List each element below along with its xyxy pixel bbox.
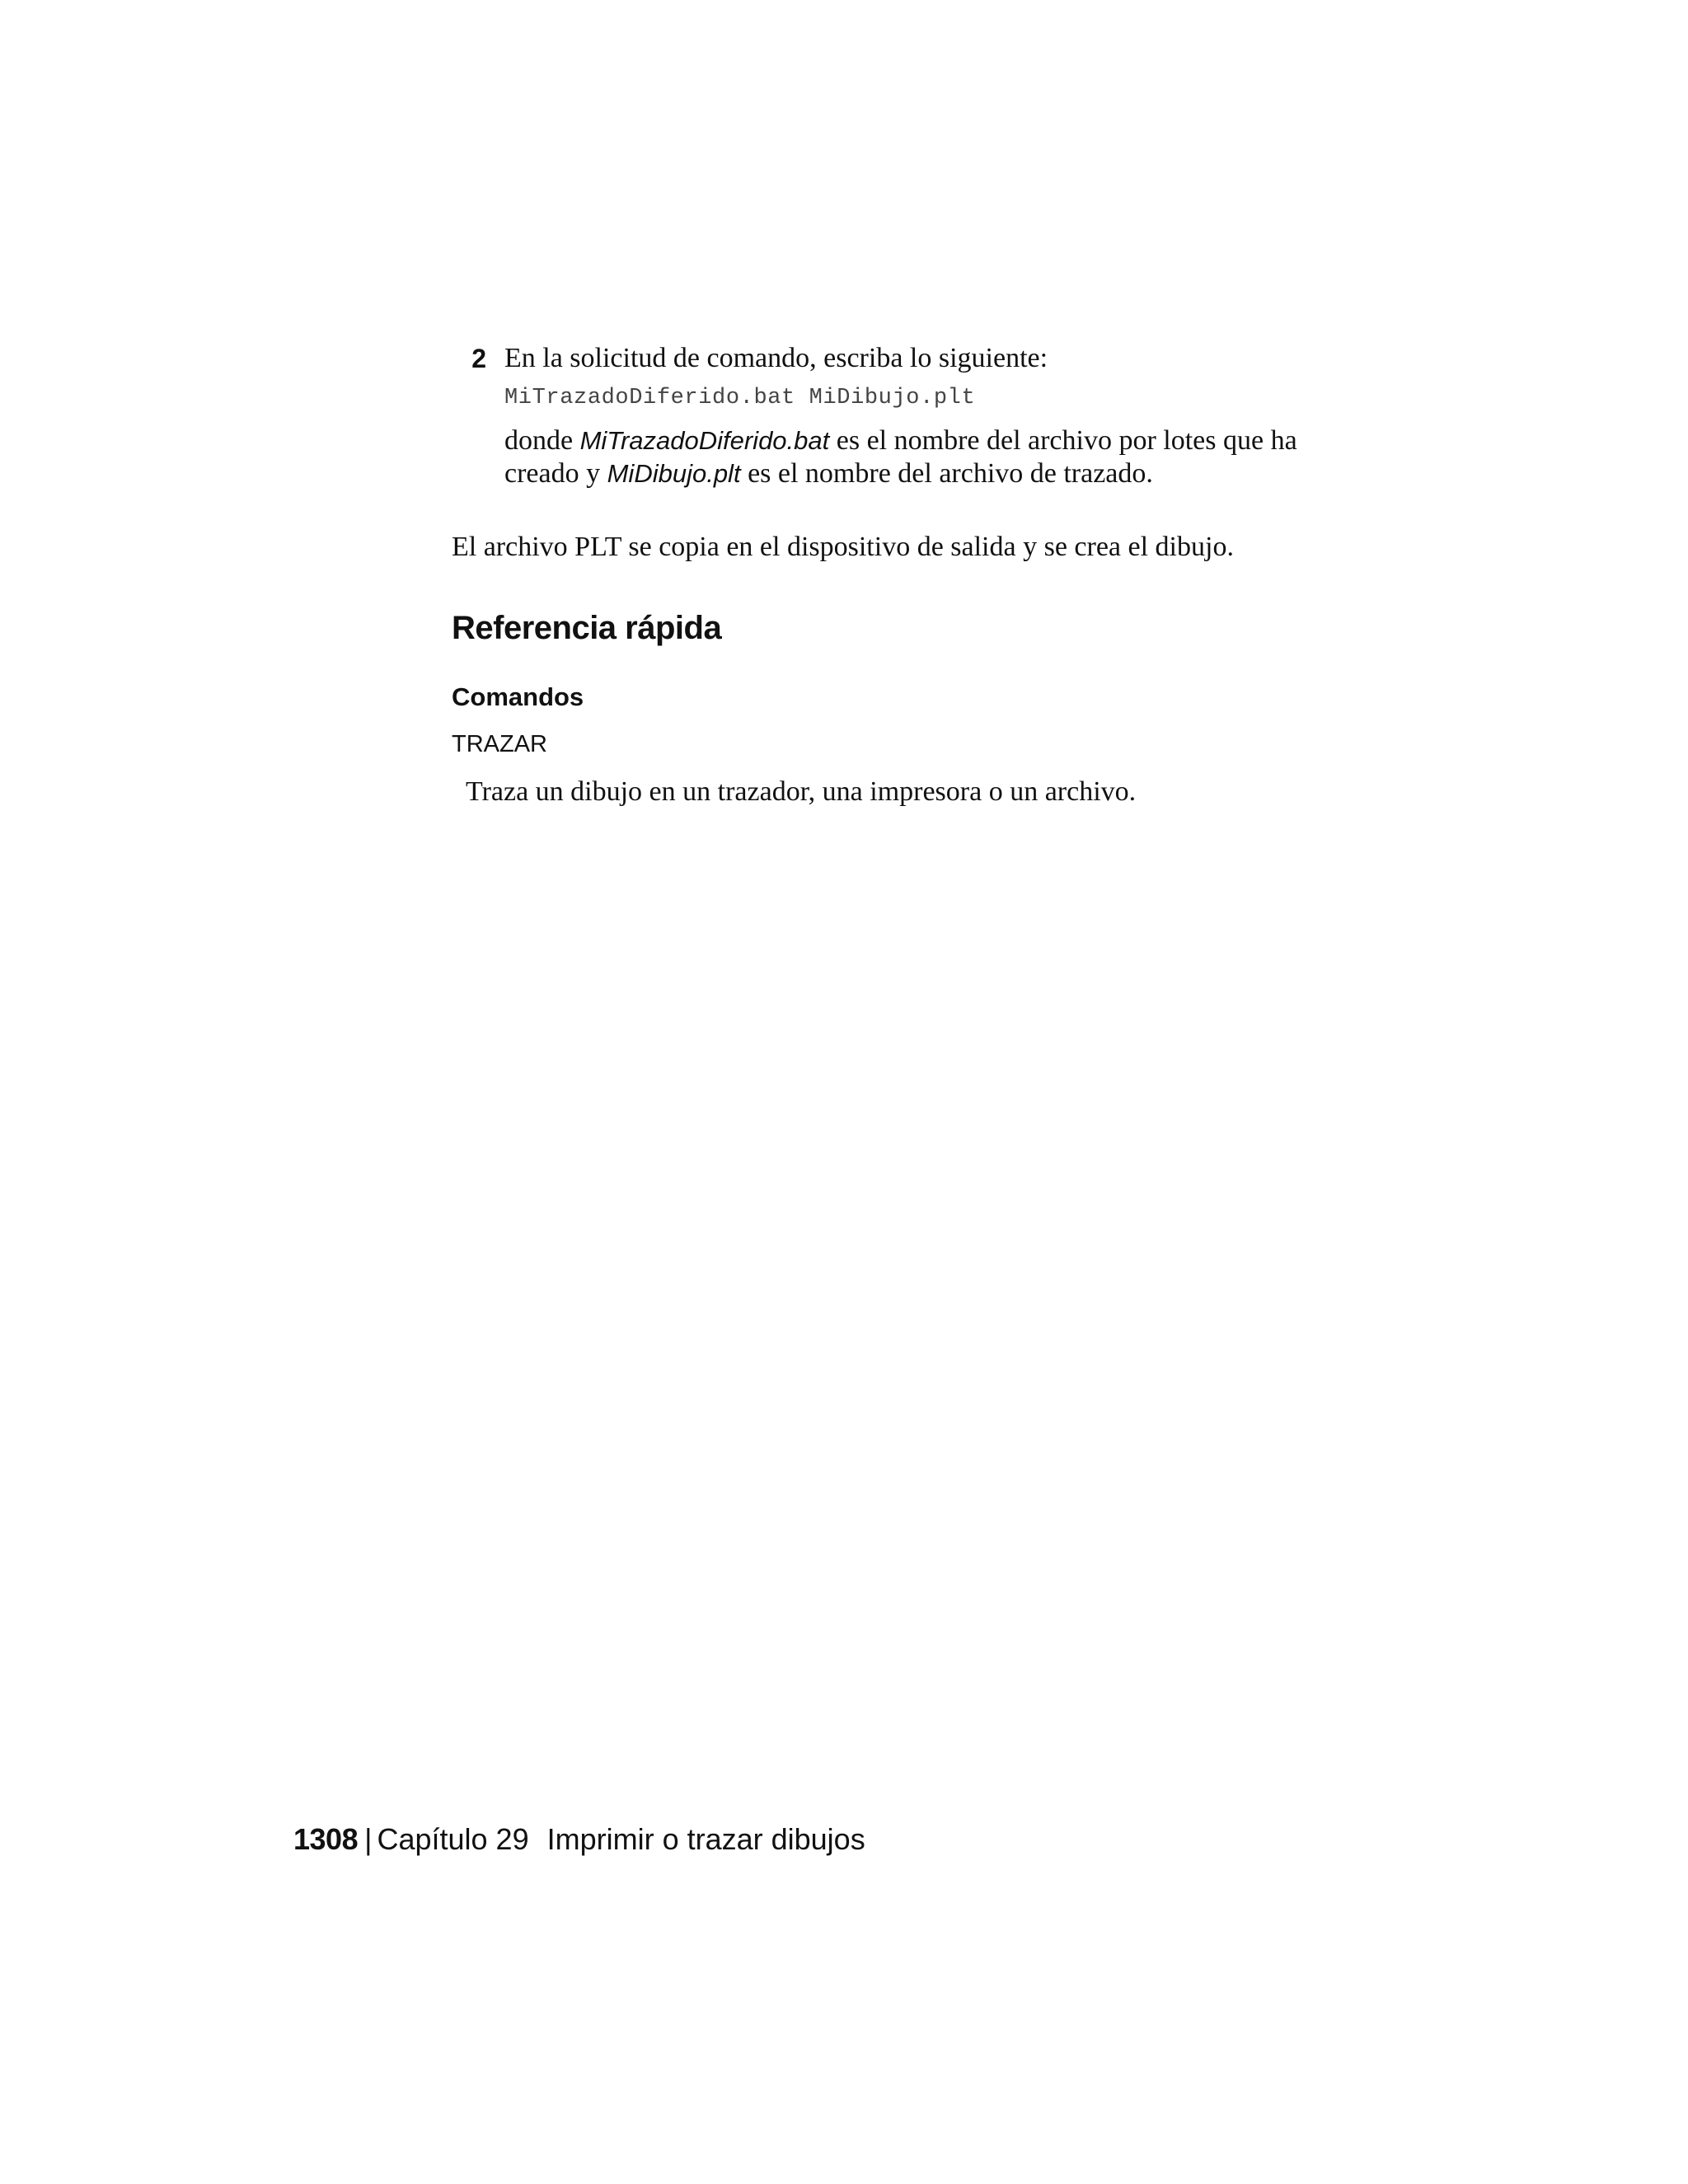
chapter-title: Imprimir o trazar dibujos bbox=[546, 1822, 865, 1856]
command-name: TRAZAR bbox=[452, 731, 547, 757]
step-number: 2 bbox=[471, 344, 486, 373]
command-description: Traza un dibujo en un trazador, una impresora o un archivo. bbox=[466, 776, 1137, 807]
explanation-part-3: es el nombre del archivo de trazado. bbox=[740, 458, 1153, 489]
explanation-part-2: es el nombre del archivo por lotes que ha creado y bbox=[504, 425, 1297, 489]
step-body bbox=[504, 342, 1345, 490]
command-example: MiTrazadoDiferido.bat MiDibujo.plt bbox=[504, 386, 976, 410]
explanation-part-1: donde bbox=[504, 425, 580, 456]
step-instruction: En la solicitud de comando, escriba lo siguiente: bbox=[504, 343, 1048, 373]
quick-reference-heading: Referencia rápida bbox=[452, 610, 722, 646]
batch-file-name: MiTrazadoDiferido.bat bbox=[579, 426, 830, 455]
page-number: 1308 bbox=[293, 1822, 359, 1856]
result-paragraph: El archivo PLT se copia en el dispositivo de salida y se crea el dibujo. bbox=[452, 532, 1234, 562]
step-explanation bbox=[504, 424, 1345, 490]
footer-separator: | bbox=[364, 1822, 373, 1856]
plot-file-name: MiDibujo.plt bbox=[607, 459, 741, 488]
chapter-label: Capítulo 29 bbox=[377, 1822, 529, 1856]
page-footer bbox=[293, 1821, 865, 1858]
commands-subheading: Comandos bbox=[452, 682, 584, 711]
